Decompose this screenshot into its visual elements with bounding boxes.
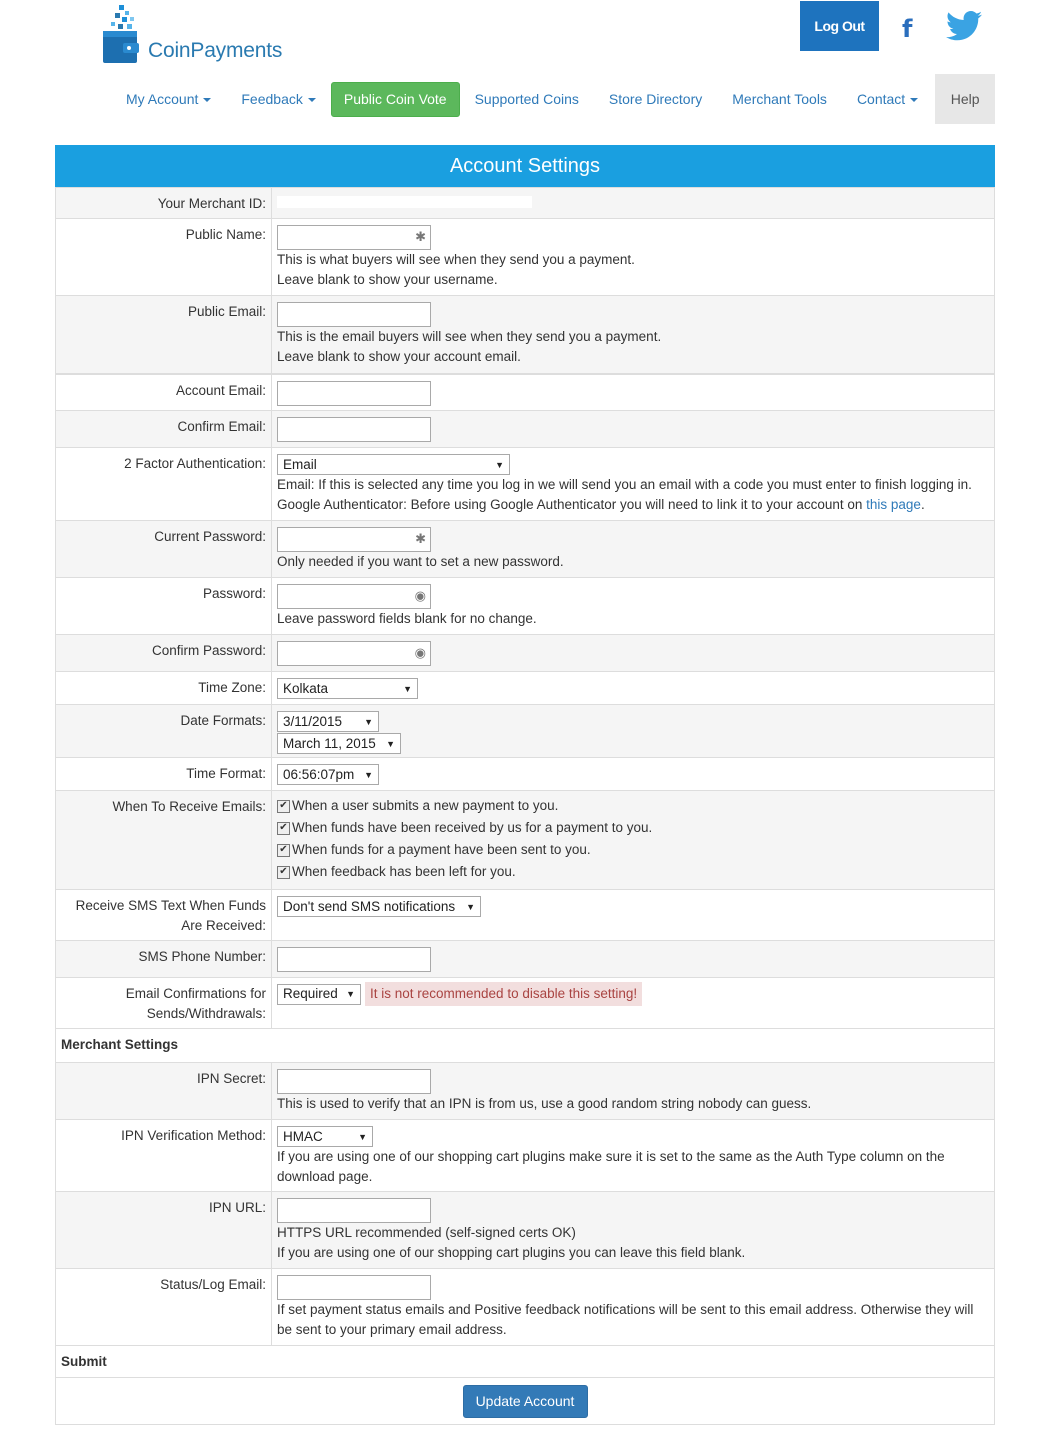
caret-down-icon — [910, 98, 918, 102]
dropdown-arrow-icon: ▼ — [495, 459, 504, 470]
nav-my-account[interactable] — [111, 74, 226, 124]
date-format-short-select[interactable] — [277, 711, 379, 732]
checkmark-icon[interactable]: ✔ — [277, 822, 290, 835]
ipn-url-input[interactable] — [277, 1198, 431, 1223]
twofa-label: 2 Factor Authentication: — [56, 448, 272, 520]
current-password-label: Current Password: — [56, 521, 272, 577]
account-email-label: Account Email: — [56, 375, 272, 410]
nav-feedback[interactable] — [226, 74, 330, 124]
submit-row — [56, 1377, 994, 1424]
ipn-method-select-value: HMAC — [283, 1128, 323, 1144]
row-current-password — [56, 520, 994, 577]
confirm-password-input[interactable] — [277, 641, 431, 666]
timezone-select[interactable] — [277, 678, 418, 699]
date-formats-label: Date Formats: — [56, 705, 272, 757]
dropdown-arrow-icon: ▼ — [466, 901, 475, 912]
password-reveal-icon[interactable]: ◉ — [414, 589, 426, 604]
sms-label-line2: Are Received: — [181, 918, 266, 933]
caret-down-icon — [203, 98, 211, 102]
timezone-label: Time Zone: — [56, 672, 272, 704]
email-option-label: When funds for a payment have been sent to you. — [292, 842, 591, 857]
public-name-label: Public Name: — [56, 219, 272, 295]
time-format-label: Time Format: — [56, 758, 272, 790]
merchant-id-label: Your Merchant ID: — [56, 188, 272, 218]
merchant-id-value — [277, 196, 532, 208]
dropdown-arrow-icon: ▼ — [358, 1131, 367, 1142]
time-format-select-value: 06:56:07pm — [283, 766, 355, 782]
nav-supported-coins[interactable]: Supported Coins — [474, 91, 579, 107]
twofa-this-page-link[interactable]: this page — [866, 497, 921, 512]
current-password-hint: Only needed if you want to set a new password. — [277, 554, 564, 569]
email-option-label: When feedback has been left for you. — [292, 864, 516, 879]
nav-contact[interactable] — [842, 74, 933, 124]
nav-store-directory[interactable]: Store Directory — [608, 91, 703, 107]
row-public-name — [56, 218, 994, 295]
email-option-label: When funds have been received by us for a payment to you. — [292, 820, 653, 835]
account-email-input[interactable] — [277, 381, 431, 406]
main-nav — [111, 74, 995, 124]
ipn-url-label: IPN URL: — [56, 1192, 272, 1268]
email-option-new-payment[interactable] — [277, 795, 989, 817]
sms-phone-label: SMS Phone Number: — [56, 941, 272, 977]
date-format-long-select[interactable] — [277, 733, 401, 754]
twofa-hint1: Email: If this is selected any time you log in we will send you an email with a code you must enter to finish logging in. — [277, 477, 972, 492]
ipn-url-hint2: If you are using one of our shopping cart plugins you can leave this field blank. — [277, 1245, 746, 1260]
submit-heading: Submit — [56, 1345, 994, 1377]
confirm-email-input[interactable] — [277, 417, 431, 442]
status-email-label: Status/Log Email: — [56, 1269, 272, 1345]
row-account-email — [56, 373, 994, 410]
email-option-funds-sent[interactable] — [277, 839, 989, 861]
brand-name-part1: Coin — [148, 39, 191, 62]
sms-phone-input[interactable] — [277, 947, 431, 972]
password-input[interactable] — [277, 584, 431, 609]
date-format-short-value: 3/11/2015 — [283, 713, 343, 729]
time-format-select[interactable] — [277, 764, 379, 785]
update-account-button[interactable]: Update Account — [463, 1385, 588, 1418]
confirm-password-label: Confirm Password: — [56, 635, 272, 671]
coinpayments-logo[interactable] — [103, 5, 303, 67]
public-email-input[interactable] — [277, 302, 431, 327]
dropdown-arrow-icon: ▼ — [386, 738, 395, 749]
ipn-secret-label: IPN Secret: — [56, 1063, 272, 1119]
ipn-method-select[interactable] — [277, 1126, 373, 1147]
public-email-hint2: Leave blank to show your account email. — [277, 349, 521, 364]
ipn-method-label: IPN Verification Method: — [56, 1120, 272, 1191]
row-ipn-secret — [56, 1062, 994, 1119]
row-confirm-email — [56, 410, 994, 447]
dropdown-arrow-icon: ▼ — [346, 989, 355, 1000]
row-sms — [56, 889, 994, 940]
status-email-hint: If set payment status emails and Positive feedback notifications will be sent to this email address. Otherwise they will be sent to your primary email address. — [277, 1302, 974, 1337]
nav-feedback-label: Feedback — [241, 91, 303, 107]
email-conf-label-line2: Sends/Withdrawals: — [146, 1006, 266, 1021]
wallet-logo-icon — [103, 5, 147, 65]
nav-help[interactable]: Help — [935, 74, 995, 124]
sms-label-line1: Receive SMS Text When Funds — [75, 898, 266, 913]
email-option-label: When a user submits a new payment to you. — [292, 798, 559, 813]
twofa-hint2-prefix: Google Authenticator: Before using Google Authenticator you will need to link it to your account on — [277, 497, 863, 512]
panel-title: Account Settings — [55, 145, 995, 187]
public-email-label: Public Email: — [56, 296, 272, 373]
row-email-confirmations — [56, 977, 994, 1028]
row-password — [56, 577, 994, 634]
twofa-select-value: Email — [283, 456, 317, 472]
email-option-feedback[interactable] — [277, 861, 989, 883]
merchant-settings-heading: Merchant Settings — [56, 1028, 994, 1062]
row-public-email — [56, 295, 994, 373]
password-label: Password: — [56, 578, 272, 634]
row-time-format — [56, 757, 994, 790]
public-email-hint1: This is the email buyers will see when they send you a payment. — [277, 329, 662, 344]
row-confirm-password — [56, 634, 994, 671]
public-name-hint1: This is what buyers will see when they send you a payment. — [277, 252, 635, 267]
email-conf-warning: It is not recommended to disable this setting! — [365, 982, 642, 1006]
twofa-select[interactable] — [277, 454, 510, 475]
timezone-select-value: Kolkata — [283, 680, 329, 696]
row-ipn-url — [56, 1191, 994, 1268]
row-sms-phone — [56, 940, 994, 977]
receive-emails-label: When To Receive Emails: — [56, 791, 272, 889]
status-email-input[interactable] — [277, 1275, 431, 1300]
nav-my-account-label: My Account — [126, 91, 199, 107]
checkmark-icon[interactable]: ✔ — [277, 844, 290, 857]
twitter-icon[interactable] — [946, 10, 982, 42]
sms-select[interactable] — [277, 896, 481, 917]
email-conf-select[interactable] — [277, 984, 361, 1005]
password-reveal-icon[interactable]: ◉ — [414, 646, 426, 661]
current-password-input[interactable] — [277, 527, 431, 552]
password-hint: Leave password fields blank for no change. — [277, 611, 537, 626]
email-option-funds-received[interactable] — [277, 817, 989, 839]
row-status-email — [56, 1268, 994, 1345]
row-receive-emails — [56, 790, 994, 889]
date-format-long-value: March 11, 2015 — [283, 735, 376, 751]
caret-down-icon — [308, 98, 316, 102]
ipn-secret-input[interactable] — [277, 1069, 431, 1094]
email-conf-select-value: Required — [283, 986, 338, 1002]
facebook-icon[interactable]: f — [902, 15, 913, 43]
dropdown-arrow-icon: ▼ — [403, 683, 412, 694]
public-name-input[interactable] — [277, 225, 431, 250]
row-date-formats — [56, 704, 994, 757]
logout-button[interactable]: Log Out — [800, 1, 879, 51]
account-settings-panel — [55, 145, 995, 1425]
sms-select-value: Don't send SMS notifications — [283, 898, 456, 914]
dropdown-arrow-icon: ▼ — [364, 769, 373, 780]
row-ipn-method — [56, 1119, 994, 1191]
nav-public-coin-vote[interactable]: Public Coin Vote — [331, 82, 460, 117]
confirm-email-label: Confirm Email: — [56, 411, 272, 447]
public-name-hint2: Leave blank to show your username. — [277, 272, 498, 287]
brand-name-part2: Payments — [190, 39, 283, 62]
nav-contact-label: Contact — [856, 91, 906, 107]
email-conf-label-line1: Email Confirmations for — [125, 986, 266, 1001]
ipn-url-hint1: HTTPS URL recommended (self-signed certs OK) — [277, 1225, 576, 1240]
nav-merchant-tools[interactable]: Merchant Tools — [732, 91, 827, 107]
row-merchant-id — [56, 187, 994, 218]
twofa-hint2-suffix: . — [920, 497, 925, 512]
ipn-method-hint: If you are using one of our shopping cart plugins make sure it is set to the same as the Auth Type column on the download page. — [277, 1149, 945, 1184]
checkmark-icon[interactable]: ✔ — [277, 800, 290, 813]
row-2fa — [56, 447, 994, 520]
checkmark-icon[interactable]: ✔ — [277, 866, 290, 879]
asterisk-icon: ✱ — [415, 230, 426, 245]
dropdown-arrow-icon: ▼ — [364, 716, 373, 727]
asterisk-icon: ✱ — [415, 532, 426, 547]
row-timezone — [56, 671, 994, 704]
ipn-secret-hint: This is used to verify that an IPN is from us, use a good random string nobody can guess. — [277, 1096, 812, 1111]
